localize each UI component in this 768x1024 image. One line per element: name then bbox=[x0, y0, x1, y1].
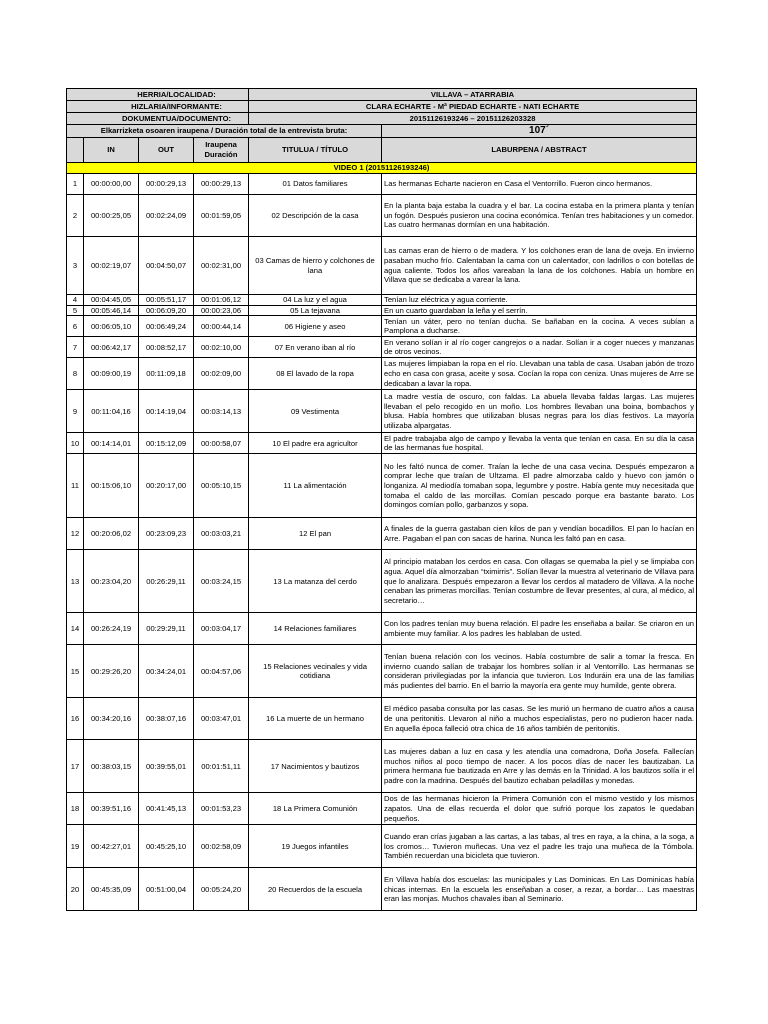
row-duration: 00:03:24,15 bbox=[194, 550, 249, 613]
row-title: 07 En verano iban al río bbox=[249, 337, 382, 358]
col-num bbox=[67, 138, 84, 163]
locality-value: VILLAVA – ATARRABIA bbox=[249, 89, 697, 101]
row-abstract: Tenían buena relación con los vecinos. Había costumbre de salir a tomar la fresca. En invierno cuando salían de trabajar los hombres solían ir al Ventorrillo. Las hermanas se consideran privilegiadas por la infancia que tuvieron. Los Induráin era una de las familias más pudientes del barrio. En el barrio la mayoría era gente muy humilde, gente obrera. bbox=[382, 645, 697, 698]
row-out: 00:06:49,24 bbox=[139, 316, 194, 337]
row-in: 00:09:00,19 bbox=[84, 358, 139, 390]
document-label: DOKUMENTUA/DOCUMENTO: bbox=[67, 113, 249, 125]
row-out: 00:14:19,04 bbox=[139, 390, 194, 433]
row-in: 00:05:46,14 bbox=[84, 305, 139, 316]
row-in: 00:02:19,07 bbox=[84, 237, 139, 295]
row-abstract: En un cuarto guardaban la leña y el serrín. bbox=[382, 305, 697, 316]
table-row bbox=[67, 740, 697, 793]
row-out: 00:45:25,10 bbox=[139, 825, 194, 868]
video-section-label: VIDEO 1 (20151126193246) bbox=[67, 163, 697, 174]
interview-index-table bbox=[66, 88, 697, 911]
video-section-row bbox=[67, 163, 697, 174]
row-number: 16 bbox=[67, 698, 84, 740]
row-abstract: El padre trabajaba algo de campo y llevaba la venta que tenían en casa. En su día la casa de las hermanas fue hospital. bbox=[382, 433, 697, 454]
row-title: 20 Recuerdos de la escuela bbox=[249, 868, 382, 911]
table-row bbox=[67, 174, 697, 195]
row-abstract: La madre vestía de oscuro, con faldas. La abuela llevaba faldas largas. Las mujeres llevaban el pelo recogido en un moño. Los hombres llevaban una boina, bombachos y blusa. Había hombres que utilizaban blusas negras para los días festivos. La mayoría utilizaba alpargatas. bbox=[382, 390, 697, 433]
row-duration: 00:00:44,14 bbox=[194, 316, 249, 337]
row-duration: 00:02:09,00 bbox=[194, 358, 249, 390]
row-abstract: Con los padres tenían muy buena relación. El padre les enseñaba a bailar. Se criaron en un ambiente muy familiar. A los padres les hablaban de usted. bbox=[382, 613, 697, 645]
row-duration: 00:01:06,12 bbox=[194, 295, 249, 306]
row-out: 00:23:09,23 bbox=[139, 518, 194, 550]
row-title: 06 Higiene y aseo bbox=[249, 316, 382, 337]
row-in: 00:34:20,16 bbox=[84, 698, 139, 740]
locality-label: HERRIA/LOCALIDAD: bbox=[67, 89, 249, 101]
table-row bbox=[67, 518, 697, 550]
table-row bbox=[67, 433, 697, 454]
row-abstract: Tenían un váter, pero no tenían ducha. Se bañaban en la cocina. A veces subían a Pamplona a ducharse. bbox=[382, 316, 697, 337]
row-title: 18 La Primera Comunión bbox=[249, 793, 382, 825]
row-duration: 00:05:24,20 bbox=[194, 868, 249, 911]
row-abstract: Tenían luz eléctrica y agua corriente. bbox=[382, 295, 697, 306]
row-out: 00:34:24,01 bbox=[139, 645, 194, 698]
row-number: 8 bbox=[67, 358, 84, 390]
row-duration: 00:02:58,09 bbox=[194, 825, 249, 868]
row-out: 00:38:07,16 bbox=[139, 698, 194, 740]
table-row bbox=[67, 793, 697, 825]
row-title: 04 La luz y el agua bbox=[249, 295, 382, 306]
row-number: 9 bbox=[67, 390, 84, 433]
row-duration: 00:00:29,13 bbox=[194, 174, 249, 195]
row-out: 00:00:29,13 bbox=[139, 174, 194, 195]
informant-label: HIZLARIA/INFORMANTE: bbox=[67, 101, 249, 113]
row-abstract: En la planta baja estaba la cuadra y el bar. La cocina estaba en la primera planta y tenían un fogón. Después pusieron una cocina económica. Tenían tres habitaciones y un comedor. Las cuatro hermanas dormían en una habitación. bbox=[382, 195, 697, 237]
row-in: 00:38:03,15 bbox=[84, 740, 139, 793]
row-title: 19 Juegos infantiles bbox=[249, 825, 382, 868]
row-title: 16 La muerte de un hermano bbox=[249, 698, 382, 740]
row-duration: 00:03:47,01 bbox=[194, 698, 249, 740]
row-duration: 00:03:03,21 bbox=[194, 518, 249, 550]
informant-row bbox=[67, 101, 697, 113]
row-abstract: No les faltó nunca de comer. Traían la leche de una casa vecina. Después empezaron a comprar leche que traían de Ultzama. El padre almorzaba caldo y huevo con jamón o longaniza. Al mediodía tomaban sopa, legumbre y postre. Había gente muy necesitada que tomaba el caldo de las morcillas. Comían pescado porque era bastante barato. Los domingos comían pollo, garbanzos y sopa. bbox=[382, 454, 697, 518]
row-in: 00:06:05,10 bbox=[84, 316, 139, 337]
row-duration: 00:00:23,06 bbox=[194, 305, 249, 316]
table-row bbox=[67, 550, 697, 613]
total-duration-value: 107´ bbox=[382, 125, 697, 138]
col-title: TITULUA / TÍTULO bbox=[249, 138, 382, 163]
row-number: 17 bbox=[67, 740, 84, 793]
table-row bbox=[67, 195, 697, 237]
row-duration: 00:03:14,13 bbox=[194, 390, 249, 433]
total-duration-label: Elkarrizketa osoaren iraupena / Duración total de la entrevista bruta: bbox=[67, 125, 382, 138]
row-in: 00:00:00,00 bbox=[84, 174, 139, 195]
row-in: 00:45:35,09 bbox=[84, 868, 139, 911]
table-row bbox=[67, 613, 697, 645]
row-in: 00:39:51,16 bbox=[84, 793, 139, 825]
row-out: 00:29:29,11 bbox=[139, 613, 194, 645]
row-number: 19 bbox=[67, 825, 84, 868]
table-row bbox=[67, 390, 697, 433]
row-in: 00:06:42,17 bbox=[84, 337, 139, 358]
row-duration: 00:01:53,23 bbox=[194, 793, 249, 825]
row-duration: 00:00:58,07 bbox=[194, 433, 249, 454]
row-out: 00:05:51,17 bbox=[139, 295, 194, 306]
row-abstract: Cuando eran crías jugaban a las cartas, a las tabas, al tres en raya, a la china, a la soga, a los cromos… Tuvieron muñecas. Una vez el padre les trajo una muñeca de la Tómbola. También recuerdan una bicicleta que tuvieron. bbox=[382, 825, 697, 868]
column-header-row bbox=[67, 138, 697, 163]
row-duration: 00:04:57,06 bbox=[194, 645, 249, 698]
row-title: 01 Datos familiares bbox=[249, 174, 382, 195]
row-out: 00:20:17,00 bbox=[139, 454, 194, 518]
row-number: 18 bbox=[67, 793, 84, 825]
row-out: 00:08:52,17 bbox=[139, 337, 194, 358]
row-duration: 00:02:10,00 bbox=[194, 337, 249, 358]
row-number: 4 bbox=[67, 295, 84, 306]
row-out: 00:26:29,11 bbox=[139, 550, 194, 613]
row-number: 2 bbox=[67, 195, 84, 237]
row-in: 00:23:04,20 bbox=[84, 550, 139, 613]
row-number: 1 bbox=[67, 174, 84, 195]
row-number: 11 bbox=[67, 454, 84, 518]
row-in: 00:42:27,01 bbox=[84, 825, 139, 868]
row-number: 10 bbox=[67, 433, 84, 454]
row-title: 09 Vestimenta bbox=[249, 390, 382, 433]
row-out: 00:51:00,04 bbox=[139, 868, 194, 911]
row-number: 3 bbox=[67, 237, 84, 295]
document-row bbox=[67, 113, 697, 125]
row-number: 12 bbox=[67, 518, 84, 550]
row-in: 00:14:14,01 bbox=[84, 433, 139, 454]
row-number: 7 bbox=[67, 337, 84, 358]
row-title: 11 La alimentación bbox=[249, 454, 382, 518]
row-in: 00:20:06,02 bbox=[84, 518, 139, 550]
row-in: 00:15:06,10 bbox=[84, 454, 139, 518]
table-row bbox=[67, 358, 697, 390]
row-title: 03 Camas de hierro y colchones de lana bbox=[249, 237, 382, 295]
row-out: 00:02:24,09 bbox=[139, 195, 194, 237]
row-out: 00:04:50,07 bbox=[139, 237, 194, 295]
col-duration: Iraupena Duración bbox=[194, 138, 249, 163]
row-duration: 00:05:10,15 bbox=[194, 454, 249, 518]
row-number: 13 bbox=[67, 550, 84, 613]
table-row bbox=[67, 237, 697, 295]
row-number: 14 bbox=[67, 613, 84, 645]
row-duration: 00:01:51,11 bbox=[194, 740, 249, 793]
row-duration: 00:01:59,05 bbox=[194, 195, 249, 237]
row-in: 00:29:26,20 bbox=[84, 645, 139, 698]
row-abstract: A finales de la guerra gastaban cien kilos de pan y vendían bocadillos. El pan lo hacían en Arre. Pagaban el pan con sacas de harina. Nunca les faltó pan en casa. bbox=[382, 518, 697, 550]
row-out: 00:11:09,18 bbox=[139, 358, 194, 390]
row-out: 00:15:12,09 bbox=[139, 433, 194, 454]
table-row bbox=[67, 295, 697, 306]
row-title: 10 El padre era agricultor bbox=[249, 433, 382, 454]
document-value: 20151126193246 – 20151126203328 bbox=[249, 113, 697, 125]
col-in: IN bbox=[84, 138, 139, 163]
row-title: 15 Relaciones vecinales y vida cotidiana bbox=[249, 645, 382, 698]
row-abstract: Las mujeres daban a luz en casa y les atendía una comadrona, Doña Josefa. Fallecían muchos niños al poco tiempo de nacer. A los pocos días de nacer les bautizaban. La primera hermana fue bautizada en Arre y las demás en la Trinidad. A los bautizos solía ir el padre con la madrina. Después del bautizo echaban peladillas y monedas. bbox=[382, 740, 697, 793]
row-title: 14 Relaciones familiares bbox=[249, 613, 382, 645]
row-abstract: El médico pasaba consulta por las casas. Se les murió un hermano de cuatro años a causa de una peritonitis. Llevaron al niño a muchos especialistas, pero no pudieron hacer nada. En aquella época falleció otra chica de 16 años también de peritonitis. bbox=[382, 698, 697, 740]
row-number: 5 bbox=[67, 305, 84, 316]
informant-value: CLARA ECHARTE - Mª PIEDAD ECHARTE - NATI ECHARTE bbox=[249, 101, 697, 113]
locality-row bbox=[67, 89, 697, 101]
table-row bbox=[67, 316, 697, 337]
table-row bbox=[67, 825, 697, 868]
row-title: 08 El lavado de la ropa bbox=[249, 358, 382, 390]
row-abstract: Las mujeres limpiaban la ropa en el río. Llevaban una tabla de casa. Usaban jabón de trozo echo en casa con grasa, aceite y sosa. Cocían la ropa con ceniza. Unas mujeres de Arre se dedicaban a lavar la ropa. bbox=[382, 358, 697, 390]
row-abstract: Las camas eran de hierro o de madera. Y los colchones eran de lana de oveja. En invierno pasaban mucho frío. Calentaban la cama con un calentador, con ladrillos o con botellas de agua caliente. Todos los años vareaban la lana de los colchones. Había un hombre en Villava que se dedicaba a varear la lana. bbox=[382, 237, 697, 295]
table-row bbox=[67, 305, 697, 316]
table-row bbox=[67, 454, 697, 518]
col-out: OUT bbox=[139, 138, 194, 163]
row-abstract: Al principio mataban los cerdos en casa. Con ollagas se quemaba la piel y se limpiaba con agua. Aquel día almorzaban “tximirris”. Solían llevar la muestra al veterinario de Villava para que lo analizara. Después empezaron a llevar los cerdos al matadero de Villava. A la noche cenaban las primeras morcillas. Tenían costumbre de llevar presentes, al cura, al médico, al secretario… bbox=[382, 550, 697, 613]
table-row bbox=[67, 645, 697, 698]
row-abstract: Dos de las hermanas hicieron la Primera Comunión con el mismo vestido y los mismos zapatos. Una de ellas recuerda el dolor que sufrió porque los zapatos le quedaban pequeños. bbox=[382, 793, 697, 825]
row-title: 17 Nacimientos y bautizos bbox=[249, 740, 382, 793]
row-in: 00:26:24,19 bbox=[84, 613, 139, 645]
row-number: 15 bbox=[67, 645, 84, 698]
row-duration: 00:03:04,17 bbox=[194, 613, 249, 645]
row-abstract: En verano solían ir al río coger cangrejos o a nadar. Solían ir a coger nueces y manzanas de otros vecinos. bbox=[382, 337, 697, 358]
row-abstract: En Villava había dos escuelas: las municipales y Las Dominicas. En Las Dominicas había chicas internas. En la escuela les enseñaban a coser, a rezar, a bordar… Las maestras eran las monjas. Muchos chavales iban al Seminario. bbox=[382, 868, 697, 911]
row-abstract: Las hermanas Echarte nacieron en Casa el Ventorrillo. Fueron cinco hermanos. bbox=[382, 174, 697, 195]
col-abstract: LABURPENA / ABSTRACT bbox=[382, 138, 697, 163]
row-duration: 00:02:31,00 bbox=[194, 237, 249, 295]
row-out: 00:06:09,20 bbox=[139, 305, 194, 316]
total-duration-row bbox=[67, 125, 697, 138]
table-row bbox=[67, 337, 697, 358]
row-title: 12 El pan bbox=[249, 518, 382, 550]
table-row bbox=[67, 698, 697, 740]
row-in: 00:04:45,05 bbox=[84, 295, 139, 306]
row-number: 20 bbox=[67, 868, 84, 911]
row-title: 13 La matanza del cerdo bbox=[249, 550, 382, 613]
row-title: 05 La tejavana bbox=[249, 305, 382, 316]
row-out: 00:41:45,13 bbox=[139, 793, 194, 825]
row-title: 02 Descripción de la casa bbox=[249, 195, 382, 237]
row-number: 6 bbox=[67, 316, 84, 337]
row-in: 00:11:04,16 bbox=[84, 390, 139, 433]
row-in: 00:00:25,05 bbox=[84, 195, 139, 237]
row-out: 00:39:55,01 bbox=[139, 740, 194, 793]
table-row bbox=[67, 868, 697, 911]
